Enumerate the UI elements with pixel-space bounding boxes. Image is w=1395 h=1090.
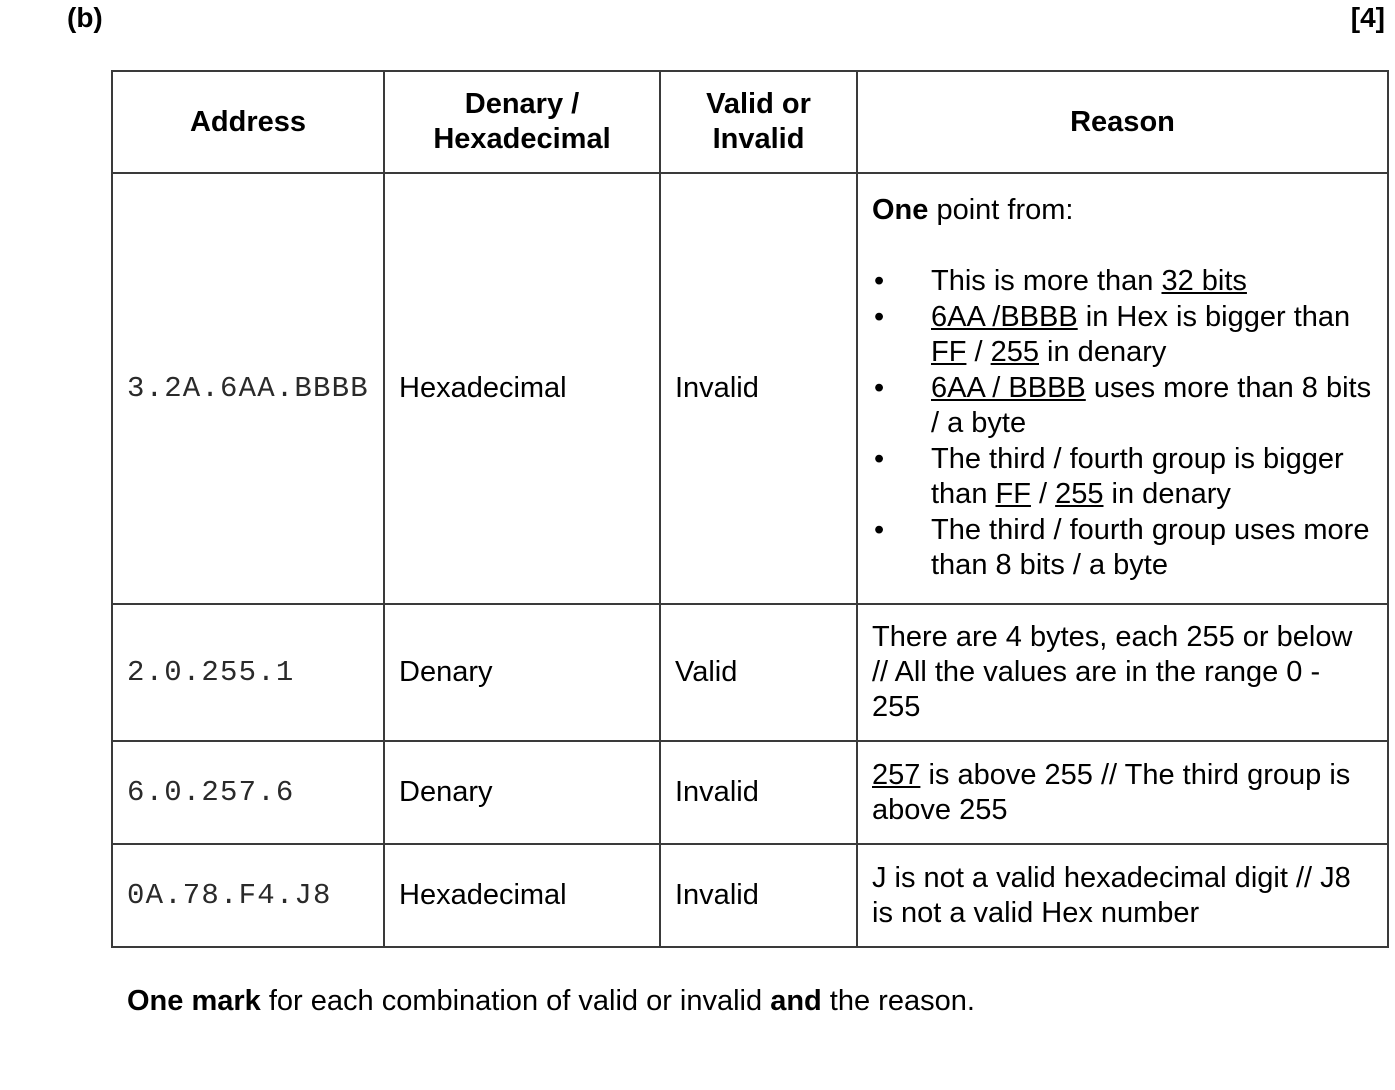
header-address: Address xyxy=(112,71,384,173)
format-cell: Denary xyxy=(384,741,660,844)
marking-footnote: One mark for each combination of valid or invalid and the reason. xyxy=(127,985,975,1017)
address-cell: 2.0.255.1 xyxy=(112,604,384,741)
header-format: Denary / Hexadecimal xyxy=(384,71,660,173)
format-cell: Denary xyxy=(384,604,660,741)
validity-cell: Invalid xyxy=(660,173,857,604)
table-row xyxy=(112,844,1388,947)
reason-points-list xyxy=(872,264,1373,583)
header-row xyxy=(112,71,1388,173)
list-item: • The third / fourth group is bigger than FF / 255 in denary xyxy=(872,442,1373,512)
format-cell: Hexadecimal xyxy=(384,844,660,947)
list-item: • The third / fourth group uses more than 8 bits / a byte xyxy=(872,513,1373,583)
validity-cell: Invalid xyxy=(660,844,857,947)
header-reason: Reason xyxy=(857,71,1388,173)
table-row xyxy=(112,741,1388,844)
validity-cell: Invalid xyxy=(660,741,857,844)
address-cell: 6.0.257.6 xyxy=(112,741,384,844)
question-part-label: (b) xyxy=(67,2,103,33)
table-row xyxy=(112,604,1388,741)
mark-scheme-table xyxy=(111,70,1389,948)
reason-cell: J is not a valid hexadecimal digit // J8 is not a valid Hex number xyxy=(857,844,1388,947)
reason-cell: There are 4 bytes, each 255 or below // All the values are in the range 0 - 255 xyxy=(857,604,1388,741)
table-row xyxy=(112,173,1388,604)
list-item: • 6AA / BBBB uses more than 8 bits / a byte xyxy=(872,371,1373,441)
address-cell: 3.2A.6AA.BBBB xyxy=(112,173,384,604)
list-item: • 6AA /BBBB in Hex is bigger than FF / 255 in denary xyxy=(872,300,1373,370)
list-item: • This is more than 32 bits xyxy=(872,264,1373,299)
reason-intro: One point from: xyxy=(872,194,1074,226)
format-cell: Hexadecimal xyxy=(384,173,660,604)
reason-cell: 257 is above 255 // The third group is above 255 xyxy=(857,741,1388,844)
header-validity: Valid or Invalid xyxy=(660,71,857,173)
reason-cell xyxy=(857,173,1388,604)
validity-cell: Valid xyxy=(660,604,857,741)
address-cell: 0A.78.F4.J8 xyxy=(112,844,384,947)
marks-total: [4] xyxy=(1350,2,1385,33)
